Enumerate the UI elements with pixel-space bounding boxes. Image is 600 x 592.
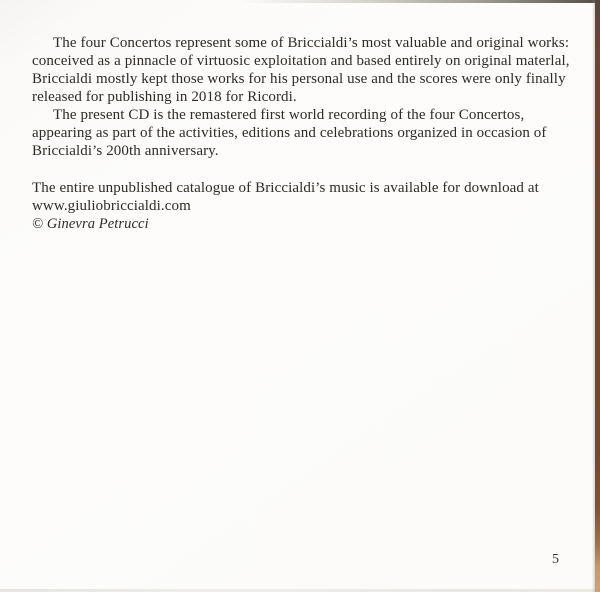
paragraph-present-cd: The present CD is the remastered first world recording of the four Concertos, appearing as part of the activities, editions and celebrations organized in occasion of Briccialdi’s 200th anniversary. bbox=[32, 107, 547, 159]
body-text bbox=[32, 34, 572, 233]
booklet-spine-strip bbox=[595, 0, 600, 592]
page-number: 5 bbox=[552, 552, 559, 567]
paragraph-catalogue: The entire unpublished catalogue of Briccialdi’s music is available for download at bbox=[32, 180, 539, 196]
website-url: www.giuliobriccialdi.com bbox=[32, 198, 191, 214]
author-credit: © Ginevra Petrucci bbox=[32, 216, 149, 232]
scan-edge-top bbox=[0, 0, 600, 3]
paragraph-concertos-overview: The four Concertos represent some of Briccialdi’s most valuable and original works: conceived as a pinnacle of virtuosic exploitation and based entirely on original materlal, Briccialdi mostly kept those works for his personal use and the scores were only finally released for publishing in 2018 for Ricordi. bbox=[32, 35, 570, 105]
